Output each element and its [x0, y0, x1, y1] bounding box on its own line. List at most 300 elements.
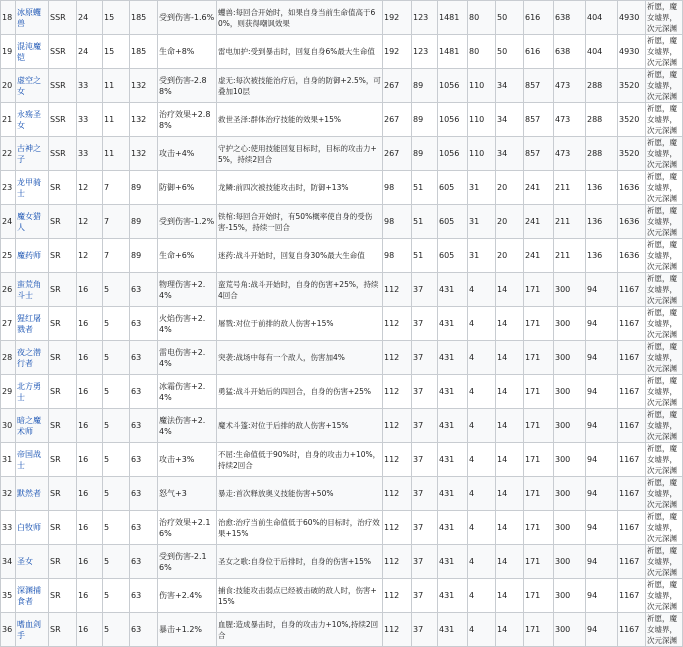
row-id-cell: 25 — [1, 239, 16, 273]
stat-5-cell: 37 — [412, 579, 438, 613]
pet-name-cell[interactable]: 冰原蠼兽 — [16, 1, 49, 35]
stat-5-cell: 37 — [412, 613, 438, 647]
stat-12-cell: 3520 — [618, 103, 646, 137]
stat-11-cell: 94 — [586, 443, 618, 477]
stat-9-cell: 616 — [524, 35, 554, 69]
stat-12-cell: 1636 — [618, 239, 646, 273]
stat-6-cell: 431 — [438, 545, 468, 579]
pet-name-cell[interactable]: 白牧师 — [16, 511, 49, 545]
stat-10-cell: 300 — [554, 375, 586, 409]
stat-6-cell: 1481 — [438, 1, 468, 35]
stat-5-cell: 37 — [412, 511, 438, 545]
table-row — [1, 35, 683, 69]
stat-10-cell: 638 — [554, 1, 586, 35]
stat-2-cell: 7 — [103, 239, 130, 273]
stat-2-cell: 5 — [103, 307, 130, 341]
table-row — [1, 375, 683, 409]
bonus-cell: 物理伤害+2.4% — [158, 273, 217, 307]
stat-1-cell: 12 — [77, 205, 103, 239]
stat-6-cell: 1056 — [438, 103, 468, 137]
stat-8-cell: 14 — [496, 579, 524, 613]
stat-4-cell: 192 — [383, 35, 412, 69]
pet-name-cell[interactable]: 虚空之女 — [16, 69, 49, 103]
skill-cell: 屠戮:对位于前排的敌人伤害+15% — [217, 307, 383, 341]
stat-9-cell: 171 — [524, 341, 554, 375]
stat-1-cell: 16 — [77, 477, 103, 511]
stat-10-cell: 300 — [554, 579, 586, 613]
stat-11-cell: 136 — [586, 171, 618, 205]
stat-1-cell: 16 — [77, 341, 103, 375]
stat-11-cell: 136 — [586, 239, 618, 273]
source-cell: 祈愿，魔女墟界，次元深渊 — [646, 409, 683, 443]
stat-1-cell: 16 — [77, 273, 103, 307]
stat-8-cell: 50 — [496, 35, 524, 69]
stat-11-cell: 404 — [586, 1, 618, 35]
stat-11-cell: 94 — [586, 273, 618, 307]
stat-3-cell: 63 — [130, 443, 158, 477]
stat-8-cell: 14 — [496, 273, 524, 307]
stat-7-cell: 4 — [468, 579, 496, 613]
stat-11-cell: 94 — [586, 579, 618, 613]
skill-cell: 龙鳞:前四次被技能攻击时，防御+13% — [217, 171, 383, 205]
stat-4-cell: 112 — [383, 273, 412, 307]
stat-3-cell: 132 — [130, 137, 158, 171]
stat-2-cell: 5 — [103, 409, 130, 443]
stat-4-cell: 112 — [383, 613, 412, 647]
pet-name-cell[interactable]: 魔女猎人 — [16, 205, 49, 239]
stat-10-cell: 300 — [554, 409, 586, 443]
stat-4-cell: 112 — [383, 545, 412, 579]
table-row — [1, 307, 683, 341]
stat-7-cell: 4 — [468, 409, 496, 443]
stat-3-cell: 132 — [130, 69, 158, 103]
row-id-cell: 33 — [1, 511, 16, 545]
stat-3-cell: 89 — [130, 239, 158, 273]
stat-7-cell: 31 — [468, 205, 496, 239]
stat-10-cell: 473 — [554, 69, 586, 103]
rarity-cell: SR — [49, 613, 77, 647]
bonus-cell: 生命+8% — [158, 35, 217, 69]
stat-11-cell: 94 — [586, 511, 618, 545]
stat-3-cell: 185 — [130, 35, 158, 69]
stat-5-cell: 37 — [412, 307, 438, 341]
pet-name-cell[interactable]: 圣女 — [16, 545, 49, 579]
pet-name-cell[interactable]: 古神之子 — [16, 137, 49, 171]
stat-9-cell: 857 — [524, 137, 554, 171]
stat-4-cell: 267 — [383, 69, 412, 103]
source-cell: 祈愿，魔女墟界，次元深渊 — [646, 239, 683, 273]
stat-11-cell: 136 — [586, 205, 618, 239]
stat-3-cell: 89 — [130, 205, 158, 239]
stat-8-cell: 20 — [496, 205, 524, 239]
table-row — [1, 443, 683, 477]
stat-4-cell: 112 — [383, 341, 412, 375]
stat-4-cell: 98 — [383, 239, 412, 273]
table-row — [1, 613, 683, 647]
source-cell: 祈愿，魔女墟界，次元深渊 — [646, 171, 683, 205]
stat-3-cell: 63 — [130, 511, 158, 545]
stat-10-cell: 473 — [554, 137, 586, 171]
table-row — [1, 137, 683, 171]
pet-name-cell[interactable]: 夜之潜行者 — [16, 341, 49, 375]
stat-6-cell: 431 — [438, 273, 468, 307]
pet-name-cell[interactable]: 混沌魔铠 — [16, 35, 49, 69]
rarity-cell: SR — [49, 205, 77, 239]
stat-1-cell: 16 — [77, 613, 103, 647]
rarity-cell: SSR — [49, 69, 77, 103]
stat-8-cell: 14 — [496, 545, 524, 579]
bonus-cell: 攻击+3% — [158, 443, 217, 477]
stat-9-cell: 171 — [524, 409, 554, 443]
stat-10-cell: 300 — [554, 341, 586, 375]
row-id-cell: 23 — [1, 171, 16, 205]
stat-10-cell: 300 — [554, 545, 586, 579]
stat-2-cell: 5 — [103, 477, 130, 511]
stat-4-cell: 267 — [383, 103, 412, 137]
skill-cell: 血腥:造成暴击时，自身的攻击力+10%,持续2回合 — [217, 613, 383, 647]
stat-11-cell: 94 — [586, 477, 618, 511]
stat-9-cell: 857 — [524, 103, 554, 137]
stat-11-cell: 288 — [586, 69, 618, 103]
stat-4-cell: 112 — [383, 307, 412, 341]
stat-8-cell: 20 — [496, 239, 524, 273]
table-row — [1, 511, 683, 545]
stat-2-cell: 5 — [103, 375, 130, 409]
rarity-cell: SR — [49, 341, 77, 375]
pet-name-cell[interactable]: 魔药师 — [16, 239, 49, 273]
stat-6-cell: 431 — [438, 443, 468, 477]
stat-7-cell: 4 — [468, 307, 496, 341]
stat-2-cell: 5 — [103, 579, 130, 613]
stat-12-cell: 3520 — [618, 69, 646, 103]
source-cell: 祈愿，魔女墟界，次元深渊 — [646, 1, 683, 35]
stat-8-cell: 14 — [496, 375, 524, 409]
stat-7-cell: 4 — [468, 273, 496, 307]
stat-1-cell: 33 — [77, 69, 103, 103]
stat-12-cell: 1167 — [618, 375, 646, 409]
stat-10-cell: 211 — [554, 205, 586, 239]
stat-5-cell: 89 — [412, 137, 438, 171]
stat-11-cell: 94 — [586, 341, 618, 375]
stat-8-cell: 14 — [496, 409, 524, 443]
bonus-cell: 治疗效果+2.16% — [158, 511, 217, 545]
stat-12-cell: 1167 — [618, 273, 646, 307]
stat-2-cell: 7 — [103, 205, 130, 239]
rarity-cell: SR — [49, 409, 77, 443]
stat-9-cell: 171 — [524, 477, 554, 511]
stat-7-cell: 4 — [468, 477, 496, 511]
stat-5-cell: 51 — [412, 171, 438, 205]
source-cell: 祈愿，魔女墟界，次元深渊 — [646, 511, 683, 545]
table-row — [1, 1, 683, 35]
rarity-cell: SR — [49, 239, 77, 273]
stat-9-cell: 171 — [524, 375, 554, 409]
stat-1-cell: 12 — [77, 239, 103, 273]
stat-6-cell: 431 — [438, 613, 468, 647]
stat-11-cell: 288 — [586, 103, 618, 137]
stat-2-cell: 11 — [103, 137, 130, 171]
row-id-cell: 32 — [1, 477, 16, 511]
bonus-cell: 受到伤害-2.88% — [158, 69, 217, 103]
skill-cell: 铁棺:每回合开始时，有50%概率使自身的受伤害-15%，持续一回合 — [217, 205, 383, 239]
stat-1-cell: 16 — [77, 409, 103, 443]
rarity-cell: SSR — [49, 103, 77, 137]
stat-4-cell: 112 — [383, 409, 412, 443]
table-row — [1, 273, 683, 307]
source-cell: 祈愿，魔女墟界，次元深渊 — [646, 477, 683, 511]
row-id-cell: 28 — [1, 341, 16, 375]
stat-8-cell: 20 — [496, 171, 524, 205]
row-id-cell: 34 — [1, 545, 16, 579]
stat-9-cell: 616 — [524, 1, 554, 35]
rarity-cell: SR — [49, 545, 77, 579]
stat-6-cell: 431 — [438, 307, 468, 341]
pet-name-cell[interactable]: 帝国战士 — [16, 443, 49, 477]
stat-6-cell: 1481 — [438, 35, 468, 69]
stat-12-cell: 1167 — [618, 545, 646, 579]
stat-12-cell: 1636 — [618, 205, 646, 239]
rarity-cell: SSR — [49, 1, 77, 35]
stat-12-cell: 4930 — [618, 1, 646, 35]
pet-name-cell[interactable]: 默然者 — [16, 477, 49, 511]
row-id-cell: 24 — [1, 205, 16, 239]
source-cell: 祈愿，魔女墟界，次元深渊 — [646, 341, 683, 375]
bonus-cell: 暴击+1.2% — [158, 613, 217, 647]
pet-name-cell[interactable]: 暗之魔术师 — [16, 409, 49, 443]
stat-5-cell: 51 — [412, 239, 438, 273]
pet-name-cell[interactable]: 深渊捕食者 — [16, 579, 49, 613]
stat-8-cell: 34 — [496, 69, 524, 103]
skill-cell: 守护之心:使用技能回复目标时，目标的攻击力+5%，持续2回合 — [217, 137, 383, 171]
row-id-cell: 29 — [1, 375, 16, 409]
source-cell: 祈愿，魔女墟界，次元深渊 — [646, 613, 683, 647]
stat-1-cell: 16 — [77, 307, 103, 341]
stat-6-cell: 431 — [438, 341, 468, 375]
stat-5-cell: 37 — [412, 477, 438, 511]
stat-12-cell: 1167 — [618, 307, 646, 341]
rarity-cell: SR — [49, 307, 77, 341]
row-id-cell: 26 — [1, 273, 16, 307]
stat-7-cell: 110 — [468, 69, 496, 103]
stat-3-cell: 63 — [130, 477, 158, 511]
stat-5-cell: 37 — [412, 545, 438, 579]
bonus-cell: 攻击+4% — [158, 137, 217, 171]
stat-7-cell: 4 — [468, 443, 496, 477]
stat-12-cell: 1167 — [618, 409, 646, 443]
stat-3-cell: 63 — [130, 545, 158, 579]
source-cell: 祈愿，魔女墟界，次元深渊 — [646, 443, 683, 477]
stat-9-cell: 241 — [524, 205, 554, 239]
stat-10-cell: 300 — [554, 511, 586, 545]
bonus-cell: 防御+6% — [158, 171, 217, 205]
stat-7-cell: 31 — [468, 171, 496, 205]
stat-9-cell: 857 — [524, 69, 554, 103]
stat-5-cell: 89 — [412, 69, 438, 103]
stat-10-cell: 300 — [554, 307, 586, 341]
stat-7-cell: 110 — [468, 103, 496, 137]
rarity-cell: SR — [49, 477, 77, 511]
stat-1-cell: 12 — [77, 171, 103, 205]
table-row — [1, 239, 683, 273]
rarity-cell: SR — [49, 273, 77, 307]
skill-cell: 圣女之歌:自身位于后排时，自身的伤害+15% — [217, 545, 383, 579]
stat-5-cell: 37 — [412, 409, 438, 443]
source-cell: 祈愿，魔女墟界，次元深渊 — [646, 579, 683, 613]
stat-12-cell: 1167 — [618, 613, 646, 647]
stat-8-cell: 14 — [496, 477, 524, 511]
stat-1-cell: 16 — [77, 511, 103, 545]
skill-cell: 暴走:首次释放奥义技能伤害+50% — [217, 477, 383, 511]
pet-name-cell[interactable]: 嗜血剑手 — [16, 613, 49, 647]
stat-9-cell: 171 — [524, 613, 554, 647]
stat-7-cell: 4 — [468, 511, 496, 545]
table-row — [1, 579, 683, 613]
bonus-cell: 受到伤害-2.16% — [158, 545, 217, 579]
row-id-cell: 22 — [1, 137, 16, 171]
source-cell: 祈愿，魔女墟界，次元深渊 — [646, 69, 683, 103]
stat-5-cell: 37 — [412, 375, 438, 409]
bonus-cell: 受到伤害-1.2% — [158, 205, 217, 239]
stat-2-cell: 11 — [103, 103, 130, 137]
row-id-cell: 35 — [1, 579, 16, 613]
stat-8-cell: 14 — [496, 511, 524, 545]
stat-5-cell: 37 — [412, 341, 438, 375]
stat-6-cell: 605 — [438, 205, 468, 239]
rarity-cell: SSR — [49, 137, 77, 171]
stat-8-cell: 14 — [496, 307, 524, 341]
stat-4-cell: 192 — [383, 1, 412, 35]
stat-6-cell: 1056 — [438, 69, 468, 103]
stat-3-cell: 89 — [130, 171, 158, 205]
pet-name-cell[interactable]: 北方勇士 — [16, 375, 49, 409]
stat-7-cell: 4 — [468, 545, 496, 579]
stat-8-cell: 50 — [496, 1, 524, 35]
stat-3-cell: 63 — [130, 375, 158, 409]
rarity-cell: SSR — [49, 35, 77, 69]
stat-6-cell: 431 — [438, 375, 468, 409]
row-id-cell: 18 — [1, 1, 16, 35]
source-cell: 祈愿，魔女墟界，次元深渊 — [646, 545, 683, 579]
skill-cell: 魔术斗篷:对位于后排的敌人伤害+15% — [217, 409, 383, 443]
stat-11-cell: 94 — [586, 545, 618, 579]
row-id-cell: 21 — [1, 103, 16, 137]
stat-11-cell: 94 — [586, 613, 618, 647]
stat-11-cell: 94 — [586, 375, 618, 409]
stat-9-cell: 241 — [524, 171, 554, 205]
bonus-cell: 怒气+3 — [158, 477, 217, 511]
skill-cell: 勇猛:战斗开始后的四回合，自身的伤害+25% — [217, 375, 383, 409]
stat-6-cell: 605 — [438, 171, 468, 205]
stat-9-cell: 171 — [524, 579, 554, 613]
stat-4-cell: 112 — [383, 511, 412, 545]
bonus-cell: 火焰伤害+2.4% — [158, 307, 217, 341]
table-body — [1, 1, 683, 647]
stat-1-cell: 33 — [77, 103, 103, 137]
source-cell: 祈愿，魔女墟界，次元深渊 — [646, 273, 683, 307]
pet-name-cell[interactable]: 永殇圣女 — [16, 103, 49, 137]
bonus-cell: 雷电伤害+2.4% — [158, 341, 217, 375]
stat-10-cell: 638 — [554, 35, 586, 69]
source-cell: 祈愿，魔女墟界，次元深渊 — [646, 35, 683, 69]
stat-11-cell: 94 — [586, 409, 618, 443]
source-cell: 祈愿，魔女墟界，次元深渊 — [646, 103, 683, 137]
stat-10-cell: 300 — [554, 613, 586, 647]
stat-10-cell: 300 — [554, 477, 586, 511]
stat-8-cell: 14 — [496, 443, 524, 477]
source-cell: 祈愿，魔女墟界，次元深渊 — [646, 205, 683, 239]
stat-10-cell: 211 — [554, 171, 586, 205]
stat-3-cell: 185 — [130, 1, 158, 35]
stat-4-cell: 112 — [383, 579, 412, 613]
rarity-cell: SR — [49, 171, 77, 205]
skill-cell: 雷电加护:受到暴击时，回复自身6%最大生命值 — [217, 35, 383, 69]
rarity-cell: SR — [49, 511, 77, 545]
stat-9-cell: 171 — [524, 273, 554, 307]
stat-7-cell: 4 — [468, 613, 496, 647]
row-id-cell: 27 — [1, 307, 16, 341]
stat-4-cell: 112 — [383, 443, 412, 477]
stat-1-cell: 24 — [77, 35, 103, 69]
stat-3-cell: 63 — [130, 579, 158, 613]
stat-3-cell: 63 — [130, 613, 158, 647]
stat-5-cell: 37 — [412, 273, 438, 307]
stat-5-cell: 37 — [412, 443, 438, 477]
stat-9-cell: 171 — [524, 307, 554, 341]
bonus-cell: 受到伤害-1.6% — [158, 1, 217, 35]
stat-7-cell: 80 — [468, 1, 496, 35]
bonus-cell: 伤害+2.4% — [158, 579, 217, 613]
stat-10-cell: 300 — [554, 273, 586, 307]
stat-11-cell: 288 — [586, 137, 618, 171]
stat-12-cell: 3520 — [618, 137, 646, 171]
stat-7-cell: 31 — [468, 239, 496, 273]
pet-name-cell[interactable]: 龙甲骑士 — [16, 171, 49, 205]
table-row — [1, 103, 683, 137]
stat-9-cell: 241 — [524, 239, 554, 273]
stat-5-cell: 89 — [412, 103, 438, 137]
stat-1-cell: 16 — [77, 579, 103, 613]
bonus-cell: 生命+6% — [158, 239, 217, 273]
stat-12-cell: 1167 — [618, 341, 646, 375]
skill-cell: 捕食:技能攻击弱点已经被击破的敌人时，伤害+15% — [217, 579, 383, 613]
stat-10-cell: 211 — [554, 239, 586, 273]
stat-9-cell: 171 — [524, 443, 554, 477]
pet-name-cell[interactable]: 蛮荒角斗士 — [16, 273, 49, 307]
stat-3-cell: 63 — [130, 273, 158, 307]
pet-name-cell[interactable]: 猩红屠戮者 — [16, 307, 49, 341]
table-row — [1, 69, 683, 103]
stat-7-cell: 4 — [468, 341, 496, 375]
skill-cell: 治愈:治疗当前生命值低于60%的目标时，治疗效果+15% — [217, 511, 383, 545]
stat-3-cell: 132 — [130, 103, 158, 137]
row-id-cell: 36 — [1, 613, 16, 647]
stat-4-cell: 267 — [383, 137, 412, 171]
source-cell: 祈愿，魔女墟界，次元深渊 — [646, 375, 683, 409]
stat-7-cell: 80 — [468, 35, 496, 69]
stat-12-cell: 1636 — [618, 171, 646, 205]
bonus-cell: 魔法伤害+2.4% — [158, 409, 217, 443]
skill-cell: 蠼兽:每回合开始时，如果自身当前生命值高于60%，则获得嘲讽效果 — [217, 1, 383, 35]
stat-2-cell: 5 — [103, 511, 130, 545]
stat-2-cell: 15 — [103, 1, 130, 35]
stat-4-cell: 112 — [383, 375, 412, 409]
skill-cell: 蛮荒号角:战斗开始时，自身的伤害+25%，持续4回合 — [217, 273, 383, 307]
stat-12-cell: 1167 — [618, 511, 646, 545]
stat-7-cell: 4 — [468, 375, 496, 409]
stat-6-cell: 605 — [438, 239, 468, 273]
row-id-cell: 19 — [1, 35, 16, 69]
source-cell: 祈愿，魔女墟界，次元深渊 — [646, 307, 683, 341]
